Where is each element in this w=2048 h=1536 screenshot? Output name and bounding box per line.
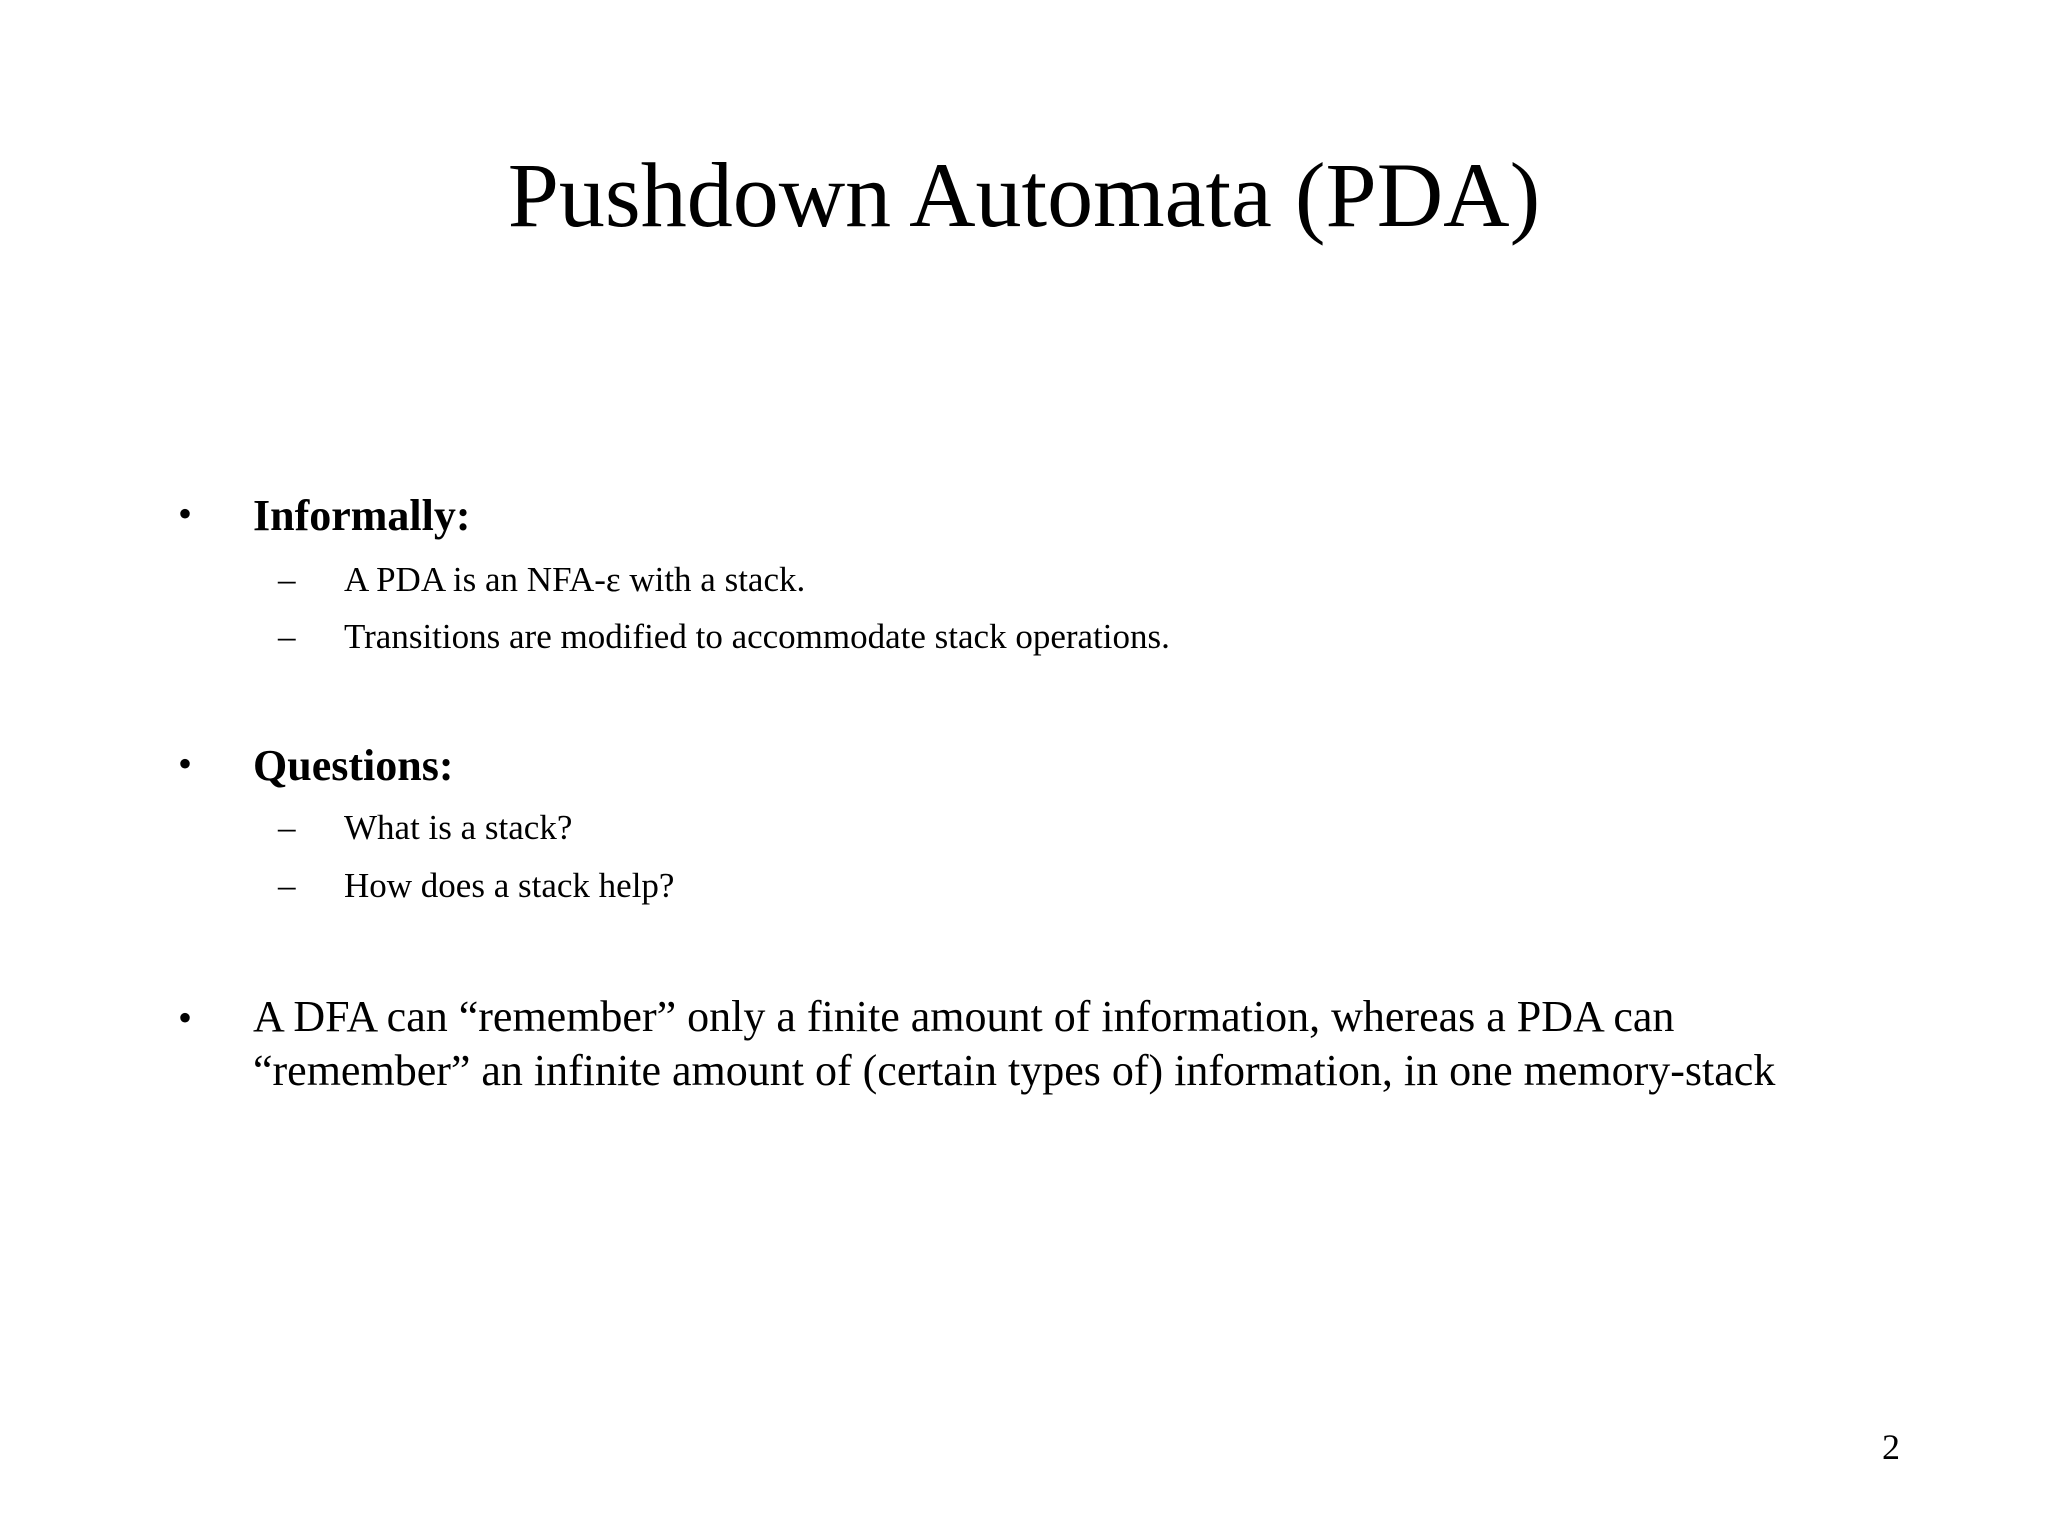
dash-marker: – (278, 866, 296, 905)
page-number: 2 (1882, 1427, 1900, 1467)
list-item: A PDA is an NFA-ε with a stack. (344, 560, 806, 599)
section-heading: Informally: (253, 491, 471, 540)
slide-title: Pushdown Automata (PDA) (507, 144, 1541, 246)
bullet-marker: • (178, 491, 193, 536)
list-item: Transitions are modified to accommodate stack operations. (344, 617, 1170, 656)
statement-text: A DFA can “remember” only a finite amount of information, whereas a PDA can “remember” an infinite amount of (certain types of) information, in one memory-stack (253, 992, 1776, 1095)
dash-marker: – (278, 617, 296, 656)
bullet-marker: • (178, 995, 193, 1040)
dash-marker: – (278, 560, 296, 599)
dash-marker: – (278, 808, 296, 847)
list-item: How does a stack help? (344, 866, 675, 905)
bullet-marker: • (178, 741, 193, 786)
section-heading: Questions: (253, 741, 454, 790)
list-item: What is a stack? (344, 808, 573, 847)
